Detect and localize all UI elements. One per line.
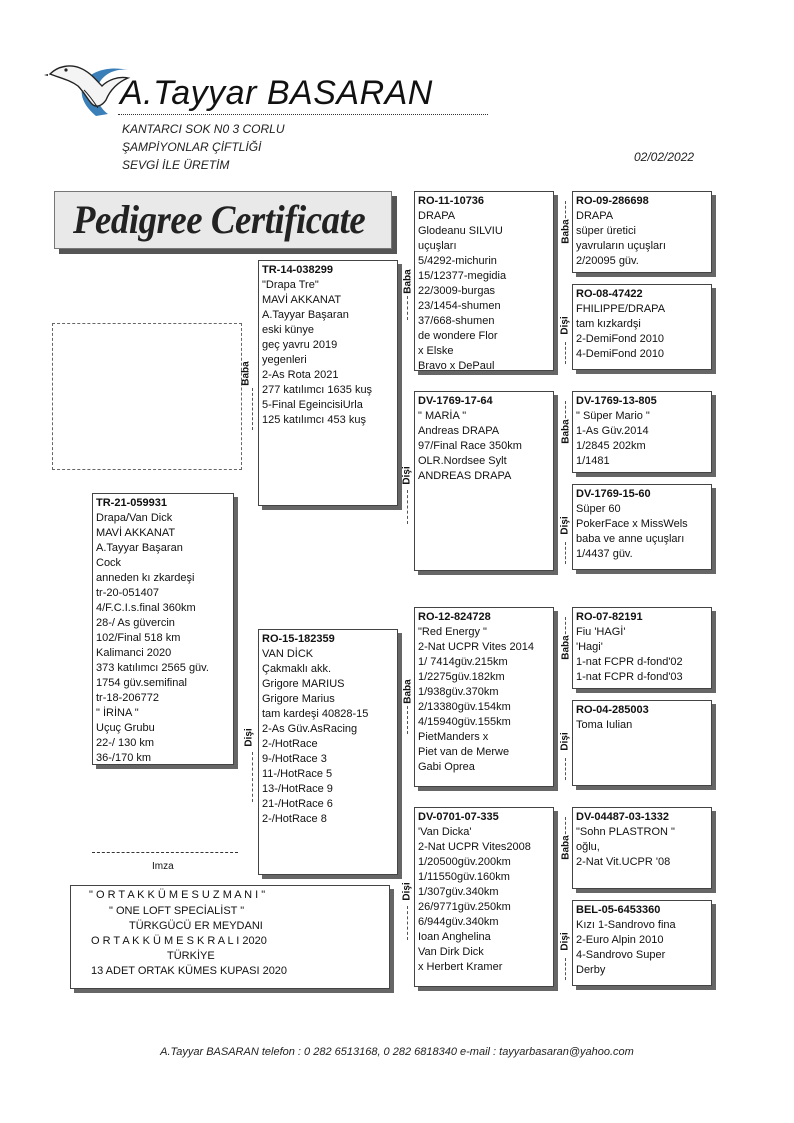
ring-number: RO-11-10736 [418,195,485,207]
ring-number: TR-21-059931 [96,497,167,509]
pedigree-line: Ioan Anghelina [418,931,491,943]
pedigree-line: Van Dirk Dick [418,946,484,958]
pedigree-line: OLR.Nordsee Sylt [418,455,507,467]
pedigree-line: Kızı 1-Sandrovo fina [576,919,676,931]
pedigree-line: 22-/ 130 km [96,737,155,749]
pedigree-line: 1/2845 202km [576,440,646,452]
pedigree-line: 5/4292-michurin [418,255,497,267]
pedigree-line: x Herbert Kramer [418,961,503,973]
ring-number: DV-0701-07-335 [418,811,499,823]
pedigree-line: 2-Nat UCPR Vites 2014 [418,641,534,653]
pedigree-line: Grigore Marius [262,693,335,705]
pedigree-line: Çakmaklı akk. [262,663,332,675]
pedigree-line: 1/1481 [576,455,610,467]
pedigree-line: 1-nat FCPR d-fond'02 [576,656,683,668]
ring-number: RO-15-182359 [262,633,335,645]
pedigree-line: geç yavru 2019 [262,339,338,351]
ring-number: RO-04-285003 [576,704,649,716]
pedigree-line: 2-As Rota 2021 [262,369,339,381]
dd-sire-card [572,807,712,889]
pedigree-line: PokerFace x MissWels [576,518,688,530]
pedigree-line: eski künye [262,324,314,336]
pedigree-line: 1/20500güv.200km [418,856,511,868]
pedigree-line: Fiu 'HAGİ' [576,626,626,638]
ring-number: BEL-05-6453360 [576,904,661,916]
motto-line: SEVGİ İLE ÜRETİM [122,158,230,172]
pedigree-line: " MARİA " [418,410,467,422]
sire-sire-side-label: Baba [402,269,414,294]
pedigree-line: 102/Final 518 km [96,632,181,644]
pedigree-line: 1/938güv.370km [418,686,499,698]
pedigree-line: süper üretici [576,225,636,237]
dd-sire-lines [573,808,711,870]
pedigree-line: de wondere Flor [418,330,498,342]
pedigree-line: Bravo x DePaul [418,360,495,371]
pedigree-line: 1/2275güv.182km [418,671,505,683]
pedigree-line: 1754 güv.semifinal [96,677,187,689]
ring-number: DV-1769-13-805 [576,395,657,407]
pedigree-line: Gabi Oprea [418,761,475,773]
dam-sire-lines [415,608,553,775]
dd-dam-side-dash [565,958,566,980]
sire-card [258,260,398,506]
pedigree-line: Derby [576,964,606,976]
loft-line-4: O R T A K K Ü M E S K R A L I 2020 [91,935,267,947]
pedigree-line: MAVİ AKKANAT [262,294,342,306]
pedigree-line: 4/F.C.I.s.final 360km [96,602,196,614]
sire-dam-side-label: Dişi [401,466,413,485]
pedigree-line: x Elske [418,345,454,357]
pedigree-line: 97/Final Race 350km [418,440,522,452]
ring-number: RO-07-82191 [576,611,643,623]
ss-sire-side-dash [565,201,566,223]
pedigree-line: MAVİ AKKANAT [96,527,176,539]
pedigree-line: 13-/HotRace 9 [262,783,333,795]
pedigree-line: 4/15940güv.155km [418,716,511,728]
pedigree-line: anneden kı zkardeşi [96,572,195,584]
pedigree-line: Kalimanci 2020 [96,647,172,659]
sire-dam-card [414,391,554,571]
pedigree-line: A.Tayyar Başaran [262,309,349,321]
pedigree-line: Süper 60 [576,503,621,515]
pedigree-line: 15/12377-megidia [418,270,507,282]
pedigree-line: tam kardeşi 40828-15 [262,708,369,720]
address-line: KANTARCI SOK N0 3 CORLU [122,122,285,136]
pedigree-line: 'Van Dicka' [418,826,472,838]
pedigree-line: Uçuç Grubu [96,722,155,734]
ring-number: TR-14-038299 [262,264,333,276]
pedigree-line: tam kızkardşi [576,318,641,330]
ds-sire-lines [573,608,711,685]
ss-sire-side-label: Baba [560,219,572,244]
pedigree-line: Glodeanu SILVIU [418,225,503,237]
pedigree-banner [54,191,392,249]
ds-sire-card [572,607,712,689]
dd-dam-lines [573,901,711,978]
ss-dam-side-label: Dişi [559,316,571,335]
sire-dam-side-dash [407,490,408,524]
pedigree-line: 21-/HotRace 6 [262,798,333,810]
ss-dam-card [572,284,712,370]
ss-dam-lines [573,285,711,362]
pedigree-line: 1-As Güv.2014 [576,425,649,437]
ds-dam-side-label: Dişi [559,732,571,751]
pedigree-line: 'Hagi' [576,641,603,653]
pedigree-line: 2-Nat Vit.UCPR '08 [576,856,671,868]
dam-lines [259,630,397,827]
pedigree-line: 2/20095 güv. [576,255,639,267]
pedigree-line: DRAPA [576,210,614,222]
contact-footer: A.Tayyar BASARAN telefon : 0 282 6513168, 0 282 6818340 e-mail : tayyarbasaran@yahoo.com [160,1046,634,1058]
dd-dam-side-label: Dişi [559,932,571,951]
sd-sire-side-dash [565,401,566,423]
pedigree-line: 5-Final EgeincisiUrla [262,399,363,411]
pedigree-line: 2-/HotRace 8 [262,813,327,825]
pedigree-line: Grigore MARIUS [262,678,345,690]
pedigree-line: 11-/HotRace 5 [262,768,333,780]
sire-sire-card [414,191,554,371]
ring-number: RO-12-824728 [418,611,491,623]
pedigree-line: 9-/HotRace 3 [262,753,327,765]
ss-dam-side-dash [565,342,566,364]
pedigree-line: 2-Euro Alpin 2010 [576,934,664,946]
pedigree-line: 277 katılımcı 1635 kuş [262,384,373,396]
pedigree-line: 1/307güv.340km [418,886,499,898]
ring-number: RO-09-286698 [576,195,649,207]
pedigree-line: 2/13380güv.154km [418,701,511,713]
sire-lines [259,261,397,428]
dam-side-dash [252,752,253,802]
pedigree-line: tr-18-206772 [96,692,159,704]
farm-name-line: ŞAMPİYONLAR ÇİFTLİĞİ [122,140,262,154]
dam-dam-side-dash [407,906,408,940]
pedigree-line: 4-DemiFond 2010 [576,348,665,360]
pedigree-line: 2-Nat UCPR Vites2008 [418,841,531,853]
dam-sire-card [414,607,554,787]
sd-dam-lines [573,485,711,562]
pedigree-line: Piet van de Merwe [418,746,510,758]
pedigree-line: 37/668-shumen [418,315,495,327]
pedigree-line: ANDREAS DRAPA [418,470,512,482]
pedigree-line: VAN DİCK [262,648,314,660]
pedigree-line: yegenleri [262,354,307,366]
sd-sire-card [572,391,712,473]
pedigree-line: 6/944güv.340km [418,916,499,928]
dam-sire-side-label: Baba [402,679,414,704]
dam-dam-side-label: Dişi [401,882,413,901]
pedigree-line: Cock [96,557,122,569]
sire-sire-lines [415,192,553,371]
pedigree-line: 1-nat FCPR d-fond'03 [576,671,683,683]
pedigree-line: oğlu, [576,841,600,853]
dd-dam-card [572,900,712,986]
pedigree-line: PietManders x [418,731,489,743]
banner-title: Pedigree Certificate [73,197,366,242]
pedigree-line: A.Tayyar Başaran [96,542,183,554]
pedigree-line: 4-Sandrovo Super [576,949,666,961]
header-rule [118,114,488,115]
signature-line [92,852,238,853]
pedigree-line: 36-/170 km [96,752,152,764]
dam-sire-side-dash [407,706,408,734]
pedigree-line: 2-/HotRace [262,738,318,750]
subject-card [92,493,234,765]
loft-line-2: " ONE LOFT SPECİALİST " [109,905,245,917]
pedigree-line: " Süper Mario " [576,410,650,422]
ring-number: DV-1769-17-64 [418,395,493,407]
sire-sire-side-dash [407,296,408,320]
pedigree-line: Andreas DRAPA [418,425,500,437]
sd-dam-side-label: Dişi [559,516,571,535]
dam-side-label: Dişi [243,728,255,747]
sd-dam-side-dash [565,542,566,564]
dd-sire-side-label: Baba [560,835,572,860]
ring-number: RO-08-47422 [576,288,643,300]
pedigree-line: 28-/ As güvercin [96,617,175,629]
breeder-name: A.Tayyar BASARAN [120,74,433,112]
ds-dam-side-dash [565,758,566,780]
pedigree-line: 1/11550güv.160km [418,871,510,883]
pedigree-line: 2-DemiFond 2010 [576,333,665,345]
pedigree-line: FHILIPPE/DRAPA [576,303,666,315]
ring-number: DV-1769-15-60 [576,488,651,500]
ds-sire-side-dash [565,617,566,639]
pedigree-line: "Sohn PLASTRON " [576,826,675,838]
pedigree-line: Toma Iulian [576,719,633,731]
sd-sire-lines [573,392,711,469]
ss-sire-card [572,191,712,273]
pedigree-line: Drapa/Van Dick [96,512,173,524]
pedigree-line: 23/1454-shumen [418,300,501,312]
loft-line-1: " O R T A K K Ü M E S U Z M A N I " [89,889,266,901]
dam-dam-lines [415,808,553,975]
pedigree-line: 125 katılımcı 453 kuş [262,414,366,426]
loft-line-6: 13 ADET ORTAK KÜMES KUPASI 2020 [91,965,288,977]
ss-sire-lines [573,192,711,269]
ds-sire-side-label: Baba [560,635,572,660]
sd-dam-card [572,484,712,570]
pedigree-line: "Drapa Tre" [262,279,319,291]
sire-side-dash [252,388,253,430]
pedigree-line: 1/4437 güv. [576,548,633,560]
pedigree-line: 26/9771güv.250km [418,901,511,913]
sd-sire-side-label: Baba [560,419,572,444]
dd-sire-side-dash [565,817,566,839]
pedigree-line: 1/ 7414güv.215km [418,656,508,668]
photo-placeholder [52,323,242,470]
loft-line-3: TÜRKGÜCÜ ER MEYDANI [129,920,263,932]
signature-label: Imza [152,861,174,872]
pedigree-line: 22/3009-burgas [418,285,496,297]
certificate-date: 02/02/2022 [634,150,695,164]
pedigree-line: DRAPA [418,210,456,222]
pedigree-line: "Red Energy " [418,626,487,638]
loft-specialist-box [70,885,390,989]
pedigree-line: 2-As Güv.AsRacing [262,723,358,735]
dam-dam-card [414,807,554,987]
pedigree-line: tr-20-051407 [96,587,159,599]
ds-dam-lines [573,701,711,733]
sire-side-label: Baba [240,361,252,386]
pedigree-line: " İRİNA " [96,707,139,719]
pedigree-line: 373 katılımcı 2565 güv. [96,662,209,674]
pedigree-line: baba ve anne uçuşları [576,533,685,545]
loft-line-5: TÜRKİYE [167,950,215,962]
pedigree-line: yavruların uçuşları [576,240,666,252]
subject-lines [93,494,233,765]
ds-dam-card [572,700,712,786]
pedigree-line: uçuşları [418,240,457,252]
sire-dam-lines [415,392,553,484]
ring-number: DV-04487-03-1332 [576,811,669,823]
dam-card [258,629,398,875]
